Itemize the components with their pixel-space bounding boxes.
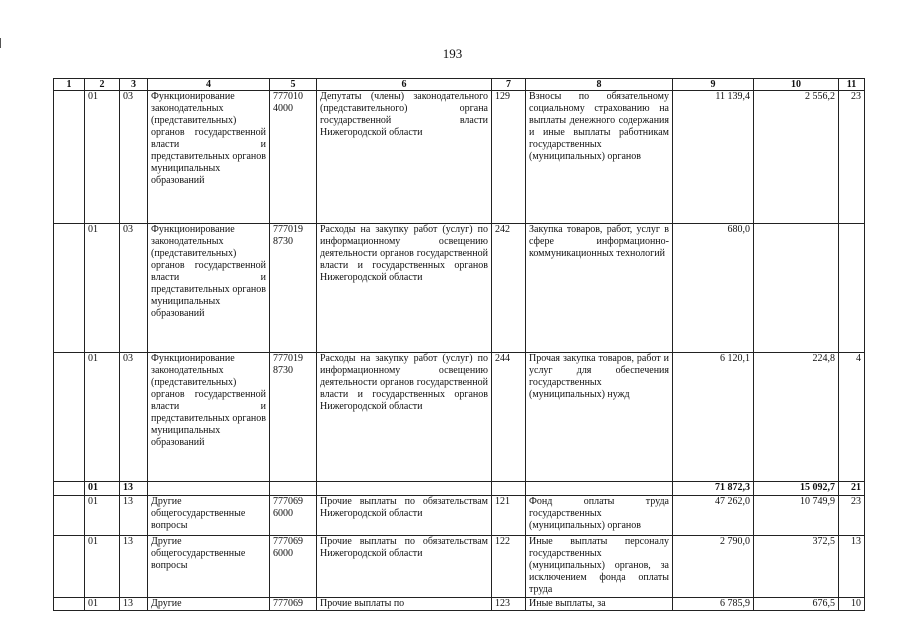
cell-target-name: Прочие выплаты по обязательствам Нижегородской области — [317, 496, 492, 536]
cell-target-code: 777069 6000 — [270, 496, 317, 536]
cell-subsection: 13 — [120, 496, 148, 536]
column-header: 9 — [673, 79, 754, 91]
cell-expense-name: Фонд оплаты труда государственных (муниципальных) органов — [526, 496, 673, 536]
cell-expense-type — [492, 482, 526, 496]
cell-expense-name: Взносы по обязательному социальному страхованию на выплаты денежного содержания и иные выплаты работникам государственных (муниципальных) органов — [526, 91, 673, 224]
subtotal-row — [54, 482, 865, 496]
cell-amount-actual: 676,5 — [754, 598, 839, 611]
cell-target-code: 777069 6000 — [270, 536, 317, 598]
budget-table — [53, 78, 865, 611]
cell-percent: 10 — [839, 598, 865, 611]
column-header: 11 — [839, 79, 865, 91]
cell-col1 — [54, 482, 85, 496]
cell-section-name: Функционирование законодательных (представительных) органов государственной власти и представительных органов муниципальных образований — [148, 224, 270, 353]
cell-section: 01 — [85, 353, 120, 482]
column-header: 8 — [526, 79, 673, 91]
cell-col1 — [54, 224, 85, 353]
cell-expense-type: 122 — [492, 536, 526, 598]
cell-section: 01 — [85, 482, 120, 496]
cell-expense-type: 244 — [492, 353, 526, 482]
column-header: 6 — [317, 79, 492, 91]
table-row-partial — [54, 598, 865, 611]
cell-amount-plan: 2 790,0 — [673, 536, 754, 598]
cell-total-actual: 15 092,7 — [754, 482, 839, 496]
cell-expense-name: Иные выплаты, за — [526, 598, 673, 611]
table-row — [54, 224, 865, 353]
cell-amount-plan: 6 785,9 — [673, 598, 754, 611]
cell-col1 — [54, 598, 85, 611]
cell-amount-actual: 10 749,9 — [754, 496, 839, 536]
column-header: 4 — [148, 79, 270, 91]
cell-amount-actual — [754, 224, 839, 353]
cell-section-name: Функционирование законодательных (представительных) органов государственной власти и представительных органов муниципальных образований — [148, 91, 270, 224]
table-row — [54, 496, 865, 536]
cell-section-name: Функционирование законодательных (представительных) органов государственной власти и представительных органов муниципальных образований — [148, 353, 270, 482]
cell-percent: 23 — [839, 91, 865, 224]
cell-target-code — [270, 482, 317, 496]
cell-section: 01 — [85, 224, 120, 353]
cell-col1 — [54, 91, 85, 224]
cell-section-name: Другие общегосударственные вопросы — [148, 536, 270, 598]
table-row — [54, 91, 865, 224]
cell-section-name: Другие — [148, 598, 270, 611]
column-header: 10 — [754, 79, 839, 91]
cell-amount-plan: 6 120,1 — [673, 353, 754, 482]
cell-amount-actual: 224,8 — [754, 353, 839, 482]
cell-col1 — [54, 536, 85, 598]
cell-subsection: 03 — [120, 353, 148, 482]
cell-subsection: 03 — [120, 91, 148, 224]
column-header: 3 — [120, 79, 148, 91]
cell-expense-type: 123 — [492, 598, 526, 611]
table-row — [54, 353, 865, 482]
cell-amount-actual: 2 556,2 — [754, 91, 839, 224]
cell-amount-plan: 680,0 — [673, 224, 754, 353]
cell-target-name — [317, 482, 492, 496]
cell-expense-name — [526, 482, 673, 496]
cell-expense-name: Иные выплаты персоналу государственных (муниципальных) органов, за исключением фонда оплаты труда — [526, 536, 673, 598]
cell-section: 01 — [85, 91, 120, 224]
cell-percent: 23 — [839, 496, 865, 536]
cell-col1 — [54, 353, 85, 482]
column-header: 5 — [270, 79, 317, 91]
column-header: 1 — [54, 79, 85, 91]
cell-subsection: 13 — [120, 482, 148, 496]
cell-target-code: 777010 4000 — [270, 91, 317, 224]
cell-target-name: Расходы на закупку работ (услуг) по информационному освещению деятельности органов государственной власти и государственных органов Нижегородской области — [317, 224, 492, 353]
cell-target-name: Прочие выплаты по — [317, 598, 492, 611]
cell-percent: 13 — [839, 536, 865, 598]
cell-target-name: Расходы на закупку работ (услуг) по информационному освещению деятельности органов государственной власти и государственных органов Нижегородской области — [317, 353, 492, 482]
cell-subsection: 13 — [120, 536, 148, 598]
cell-expense-type: 129 — [492, 91, 526, 224]
cell-target-code: 777019 8730 — [270, 353, 317, 482]
cell-amount-plan: 47 262,0 — [673, 496, 754, 536]
table-row — [54, 536, 865, 598]
cell-section-name — [148, 482, 270, 496]
cell-subsection: 13 — [120, 598, 148, 611]
cell-subsection: 03 — [120, 224, 148, 353]
column-header: 7 — [492, 79, 526, 91]
cell-total-plan: 71 872,3 — [673, 482, 754, 496]
table-header-row — [54, 79, 865, 91]
cell-col1 — [54, 496, 85, 536]
cell-section: 01 — [85, 598, 120, 611]
cell-target-code: 777019 8730 — [270, 224, 317, 353]
cell-expense-name: Закупка товаров, работ, услуг в сфере информационно-коммуникационных технологий — [526, 224, 673, 353]
cell-section-name: Другие общегосударственные вопросы — [148, 496, 270, 536]
cell-target-code: 777069 — [270, 598, 317, 611]
page-number: 193 — [442, 46, 463, 61]
cell-percent — [839, 224, 865, 353]
cell-expense-type: 242 — [492, 224, 526, 353]
cell-total-percent: 21 — [839, 482, 865, 496]
cell-amount-plan: 11 139,4 — [673, 91, 754, 224]
cell-section: 01 — [85, 536, 120, 598]
cell-expense-type: 121 — [492, 496, 526, 536]
cell-target-name: Прочие выплаты по обязательствам Нижегородской области — [317, 536, 492, 598]
cell-percent: 4 — [839, 353, 865, 482]
cell-target-name: Депутаты (члены) законодательного (представительного) органа государственной власти Нижегородской области — [317, 91, 492, 224]
cell-section: 01 — [85, 496, 120, 536]
cell-amount-actual: 372,5 — [754, 536, 839, 598]
cell-expense-name: Прочая закупка товаров, работ и услуг для обеспечения государственных (муниципальных) нужд — [526, 353, 673, 482]
column-header: 2 — [85, 79, 120, 91]
